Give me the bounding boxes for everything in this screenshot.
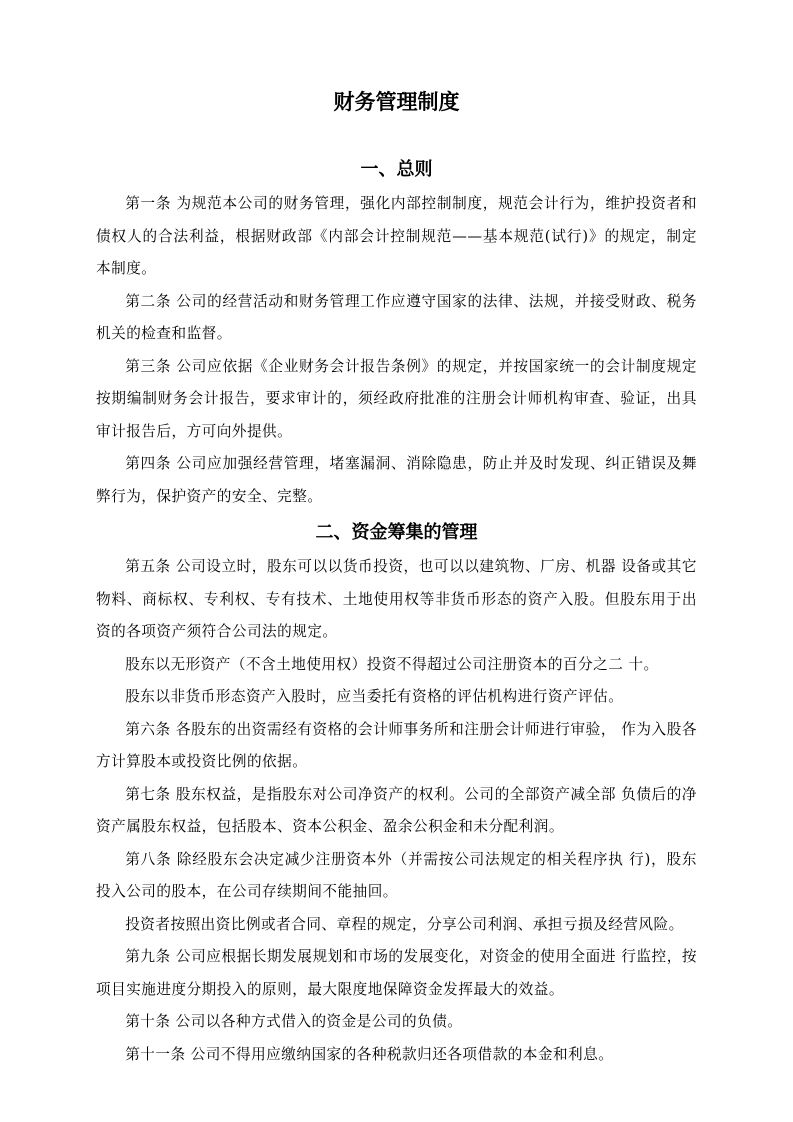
paragraph-article-3: 第三条 公司应依据《企业财务会计报告条例》的规定，并按国家统一的会计制度规定按期编制财务会计报告，要求审计的，须经政府批准的注册会计师机构审查、验证，出具审计报告后，方可向外提供。 <box>96 357 697 440</box>
paragraph-article-10: 第十条 公司以各种方式借入的资金是公司的负债。 <box>125 1013 463 1030</box>
section-heading-fund-raising: 二、资金筹集的管理 <box>315 522 478 543</box>
paragraph-article-2: 第二条 公司的经营活动和财务管理工作应遵守国家的法律、法规，并接受财政、税务机关的检查和监督。 <box>96 292 697 342</box>
paragraph-article-6: 第六条 各股东的出资需经有资格的会计师事务所和注册会计师进行审验， 作为入股各方计算股本或投资比例的依据。 <box>96 720 697 770</box>
paragraph-intangible-assets: 股东以无形资产（不含土地使用权）投资不得超过公司注册资本的百分之二 十。 <box>125 655 659 673</box>
paragraph-profit-sharing: 投资者按照出资比例或者合同、章程的规定，分享公司利润、承担亏损及经营风险。 <box>125 915 684 933</box>
paragraph-article-1: 第一条 为规范本公司的财务管理，强化内部控制制度，规范会计行为，维护投资者和债权人的合法利益，根据财政部《内部会计控制规范——基本规范(试行)》的规定，制定本制度。 <box>96 195 697 277</box>
section-heading-general: 一、总则 <box>360 159 433 180</box>
paragraph-article-7: 第七条 股东权益，是指股东对公司净资产的权利。公司的全部资产减全部 负债后的净资产属股东权益，包括股本、资本公积金、盈余公积金和未分配利润。 <box>96 785 697 835</box>
paragraph-article-9: 第九条 公司应根据长期发展规划和市场的发展变化，对资金的使用全面进 行监控，按项目实施进度分期投入的原则，最大限度地保障资金发挥最大的效益。 <box>96 948 697 998</box>
paragraph-article-4: 第四条 公司应加强经营管理，堵塞漏洞、消除隐患，防止并及时发现、纠正错误及舞弊行为，保护资产的安全、完整。 <box>96 455 697 505</box>
paragraph-article-5: 第五条 公司设立时，股东可以以货币投资，也可以以建筑物、厂房、机器 设备或其它物料、商标权、专利权、专有技术、土地使用权等非货币形态的资产入股。但股东用于出资的各项资产须符合公司法的规定。 <box>96 558 697 640</box>
paragraph-article-11: 第十一条 公司不得用应缴纳国家的各种税款归还各项借款的本金和利息。 <box>125 1045 614 1063</box>
paragraph-asset-valuation: 股东以非货币形态资产入股时，应当委托有资格的评估机构进行资产评估。 <box>125 688 624 705</box>
paragraph-article-8: 第八条 除经股东会决定减少注册资本外（并需按公司法规定的相关程序执 行)，股东投入公司的股本，在公司存续期间不能抽回。 <box>96 850 697 900</box>
document-title: 财务管理制度 <box>333 89 460 114</box>
